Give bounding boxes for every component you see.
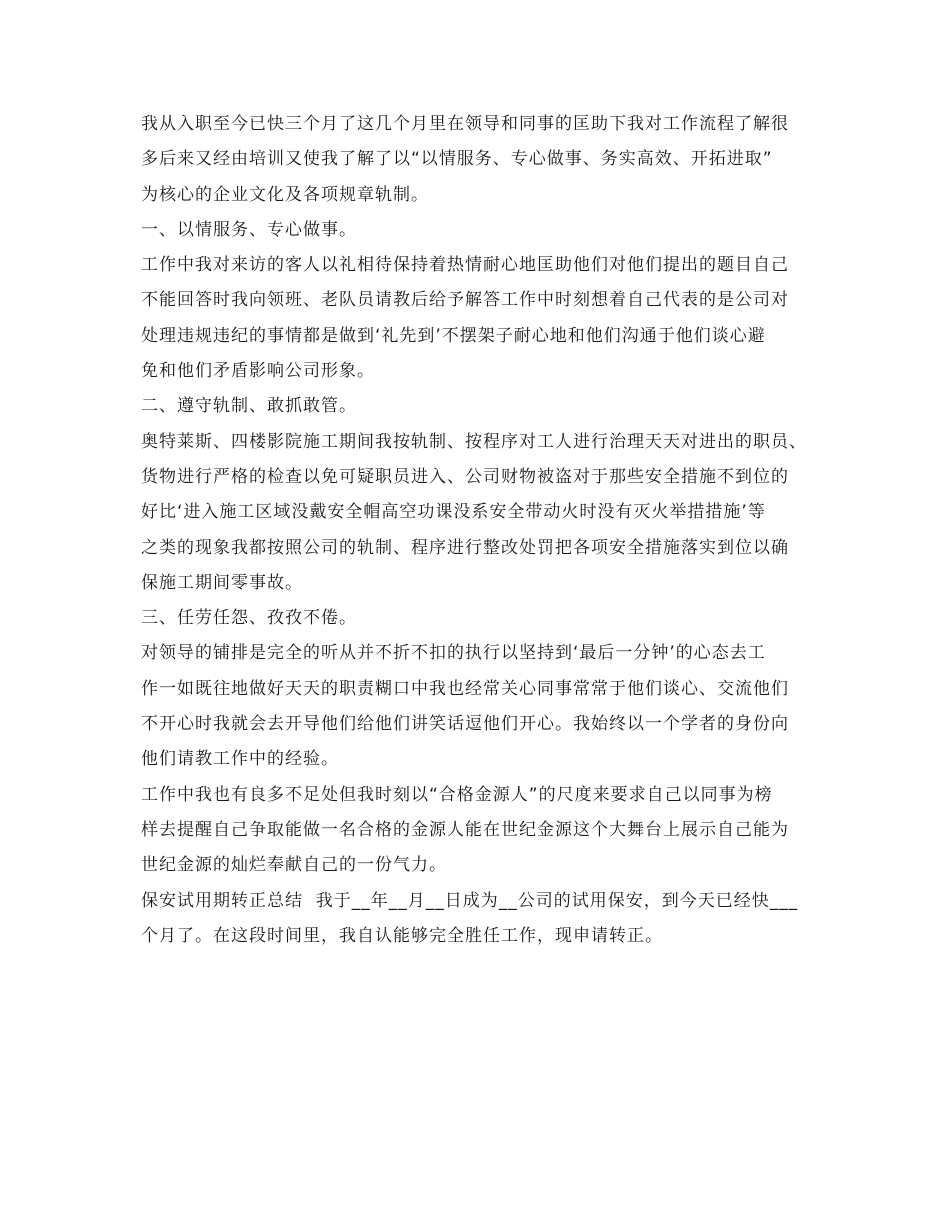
paragraph-line: 工作中我对来访的客人以礼相待保持着热情耐心地匡助他们对他们提出的题目自己 <box>141 255 789 276</box>
paragraph-line: 免和他们矛盾影响公司形象。 <box>141 361 375 382</box>
paragraph-line: 世纪金源的灿烂奉献自己的一份气力。 <box>141 855 447 876</box>
paragraph-line: 不开心时我就会去开导他们给他们讲笑话逗他们开心。我始终以一个学者的身份向 <box>141 714 789 735</box>
section-heading: 三、任劳任怨、孜孜不倦。 <box>141 608 357 629</box>
paragraph-line: 他们请教工作中的经验。 <box>141 749 339 770</box>
document-body <box>141 107 821 954</box>
paragraph-line: 处理违规违纪的事情都是做到‘礼先到’不摆架子耐心地和他们沟通于他们谈心避 <box>141 325 766 346</box>
paragraph-line: 个月了。在这段时间里，我自认能够完全胜任工作，现申请转正。 <box>141 925 663 946</box>
paragraph-line: 好比‘进入施工区域没戴安全帽高空功课没系安全带动火时没有灭火举措措施’等 <box>141 502 766 523</box>
paragraph-line: 多后来又经由培训又使我了解了以“以情服务、专心做事、务实高效、开拓进取” <box>141 149 773 170</box>
section-heading: 二、遵守轨制、敢抓敢管。 <box>141 396 357 417</box>
paragraph-line: 保施工期间零事故。 <box>141 572 303 593</box>
paragraph-line: 货物进行严格的检查以免可疑职员进入、公司财物被盗对于那些安全措施不到位的 <box>141 466 789 487</box>
paragraph-line: 我从入职至今已快三个月了这几个月里在领导和同事的匡助下我对工作流程了解很 <box>141 114 789 134</box>
paragraph-line: 之类的现象我都按照公司的轨制、程序进行整改处罚把各项安全措施落实到位以确 <box>141 537 789 558</box>
paragraph-line: 不能回答时我向领班、老队员请教后给予解答工作中时刻想着自己代表的是公司对 <box>141 290 789 311</box>
paragraph-line: 样去提醒自己争取能做一名合格的金源人能在世纪金源这个大舞台上展示自己能为 <box>141 819 789 840</box>
paragraph-line: 为核心的企业文化及各项规章轨制。 <box>141 184 429 205</box>
paragraph-line: 对领导的铺排是完全的听从并不折不扣的执行以坚持到‘最后一分钟’的心态去工 <box>141 643 766 664</box>
paragraph-line: 作一如既往地做好天天的职责糊口中我也经常关心同事常常于他们谈心、交流他们 <box>141 678 789 699</box>
section-heading: 一、以情服务、专心做事。 <box>141 219 357 240</box>
paragraph-line: 奥特莱斯、四楼影院施工期间我按轨制、按程序对工人进行治理天天对进出的职员、 <box>141 431 807 452</box>
paragraph-line: 工作中我也有良多不足处但我时刻以“合格金源人”的尺度来要求自己以同事为榜 <box>141 784 773 805</box>
paragraph-line: 保安试用期转正总结 我于__年__月__日成为__公司的试用保安，到今天已经快___ <box>141 890 799 911</box>
